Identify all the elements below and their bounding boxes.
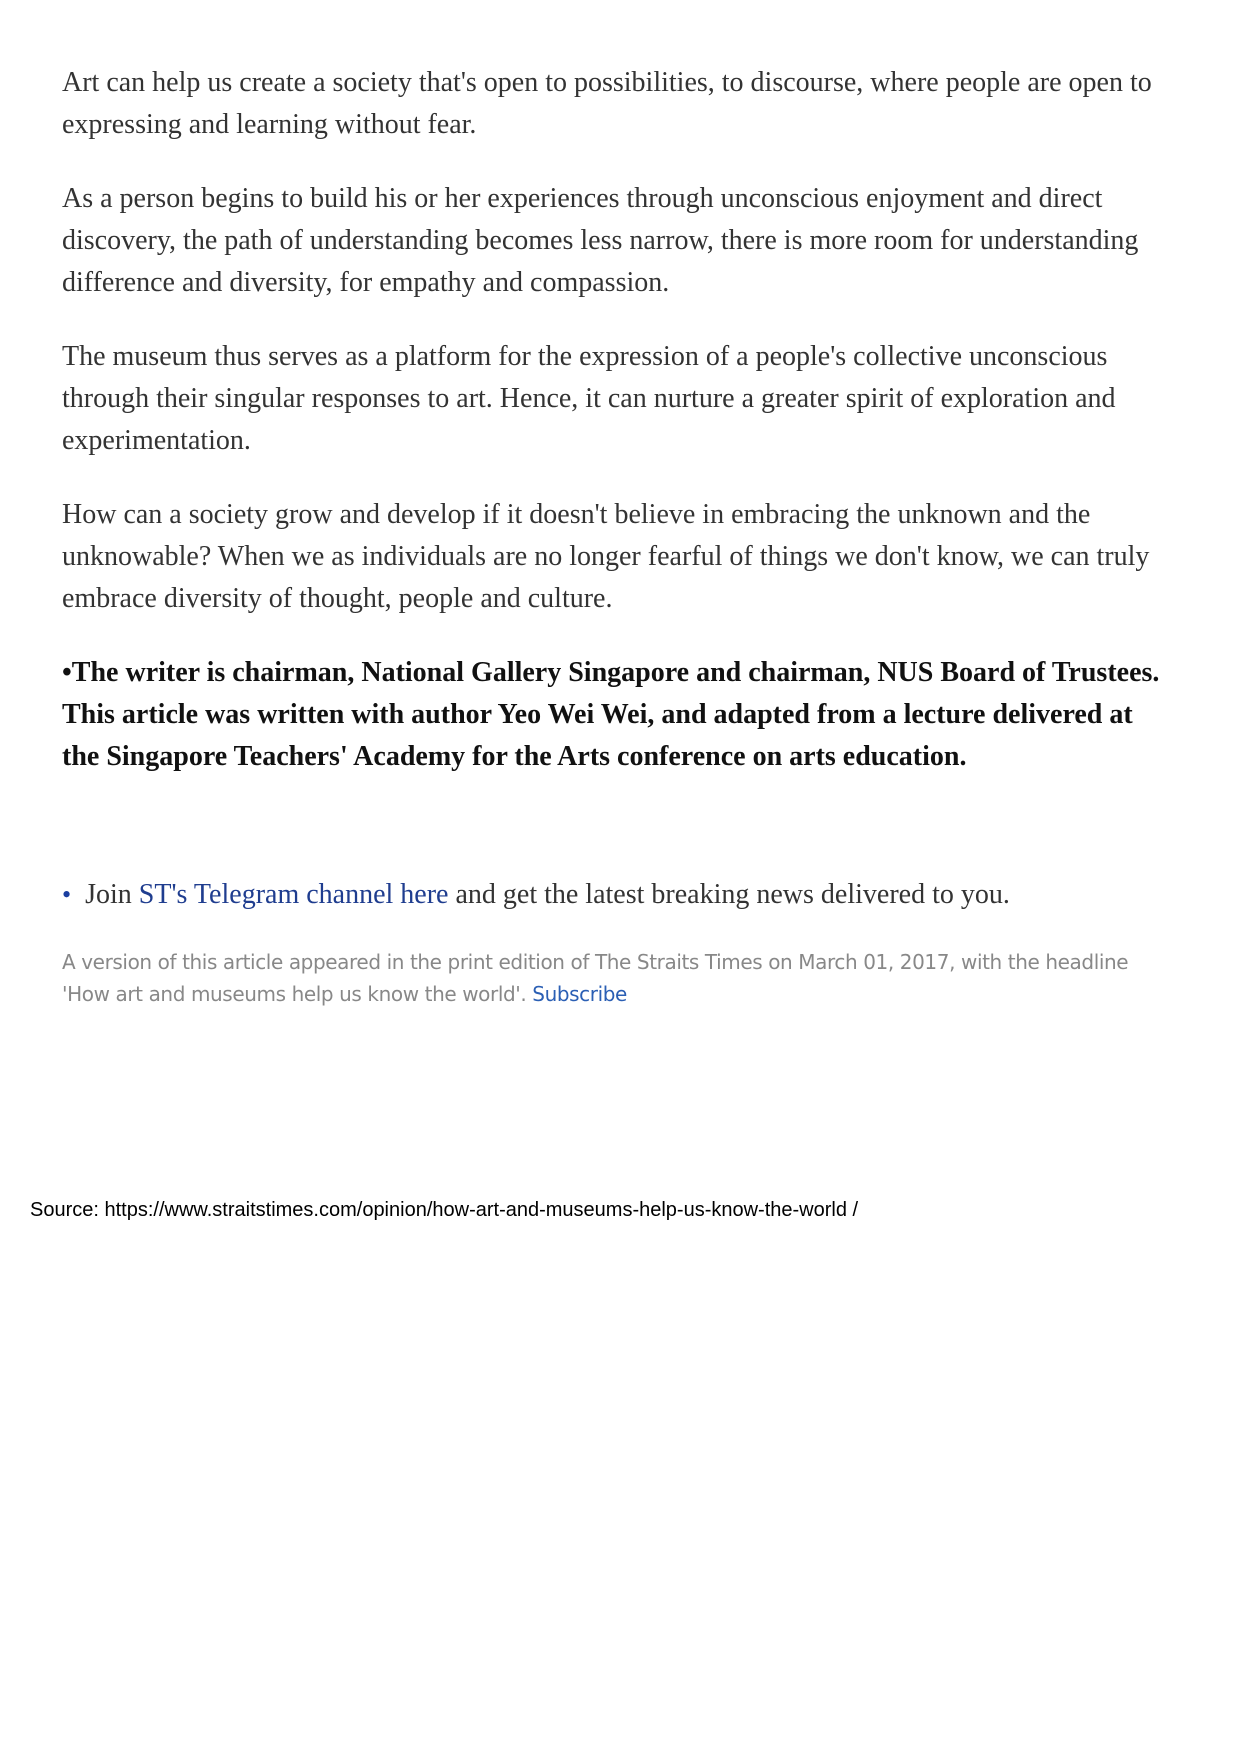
article-body (62, 62, 1172, 1010)
article-paragraph-2: As a person begins to build his or her experiences through unconscious enjoyment and direct discovery, the path of understanding becomes less narrow, there is more room for understanding difference and diversity, for empathy and compassion. (62, 183, 1139, 298)
article-paragraph-1: Art can help us create a society that's open to possibilities, to discourse, where people are open to expressing and learning without fear. (62, 67, 1152, 140)
source-citation: Source: https://www.straitstimes.com/opinion/how-art-and-museums-help-us-know-the-world / (30, 1199, 859, 1221)
print-edition-note (62, 946, 1172, 1010)
print-edition-text: A version of this article appeared in the print edition of The Straits Times on March 01, 2017, with the headline 'How art and museums help us know the world'. (62, 950, 1129, 1006)
bullet-icon: • (62, 880, 72, 909)
telegram-promo (62, 874, 1172, 916)
article-paragraph-3: The museum thus serves as a platform for the expression of a people's collective unconscious through their singular responses to art. Hence, it can nurture a greater spirit of exploration and experimentation. (62, 341, 1116, 456)
telegram-prefix: Join (85, 879, 139, 910)
article-paragraph-4: How can a society grow and develop if it doesn't believe in embracing the unknown and the unknowable? When we as individuals are no longer fearful of things we don't know, we can truly embrace diversity of thought, people and culture. (62, 499, 1150, 614)
telegram-suffix: and get the latest breaking news delivered to you. (448, 879, 1010, 910)
telegram-channel-link[interactable]: ST's Telegram channel here (138, 879, 449, 910)
subscribe-link[interactable]: Subscribe (532, 982, 627, 1006)
author-byline: •The writer is chairman, National Gallery Singapore and chairman, NUS Board of Trustees. This article was written with author Yeo Wei Wei, and adapted from a lecture delivered at the Singapore Teachers' Academy for the Arts conference on arts education. (62, 657, 1160, 772)
